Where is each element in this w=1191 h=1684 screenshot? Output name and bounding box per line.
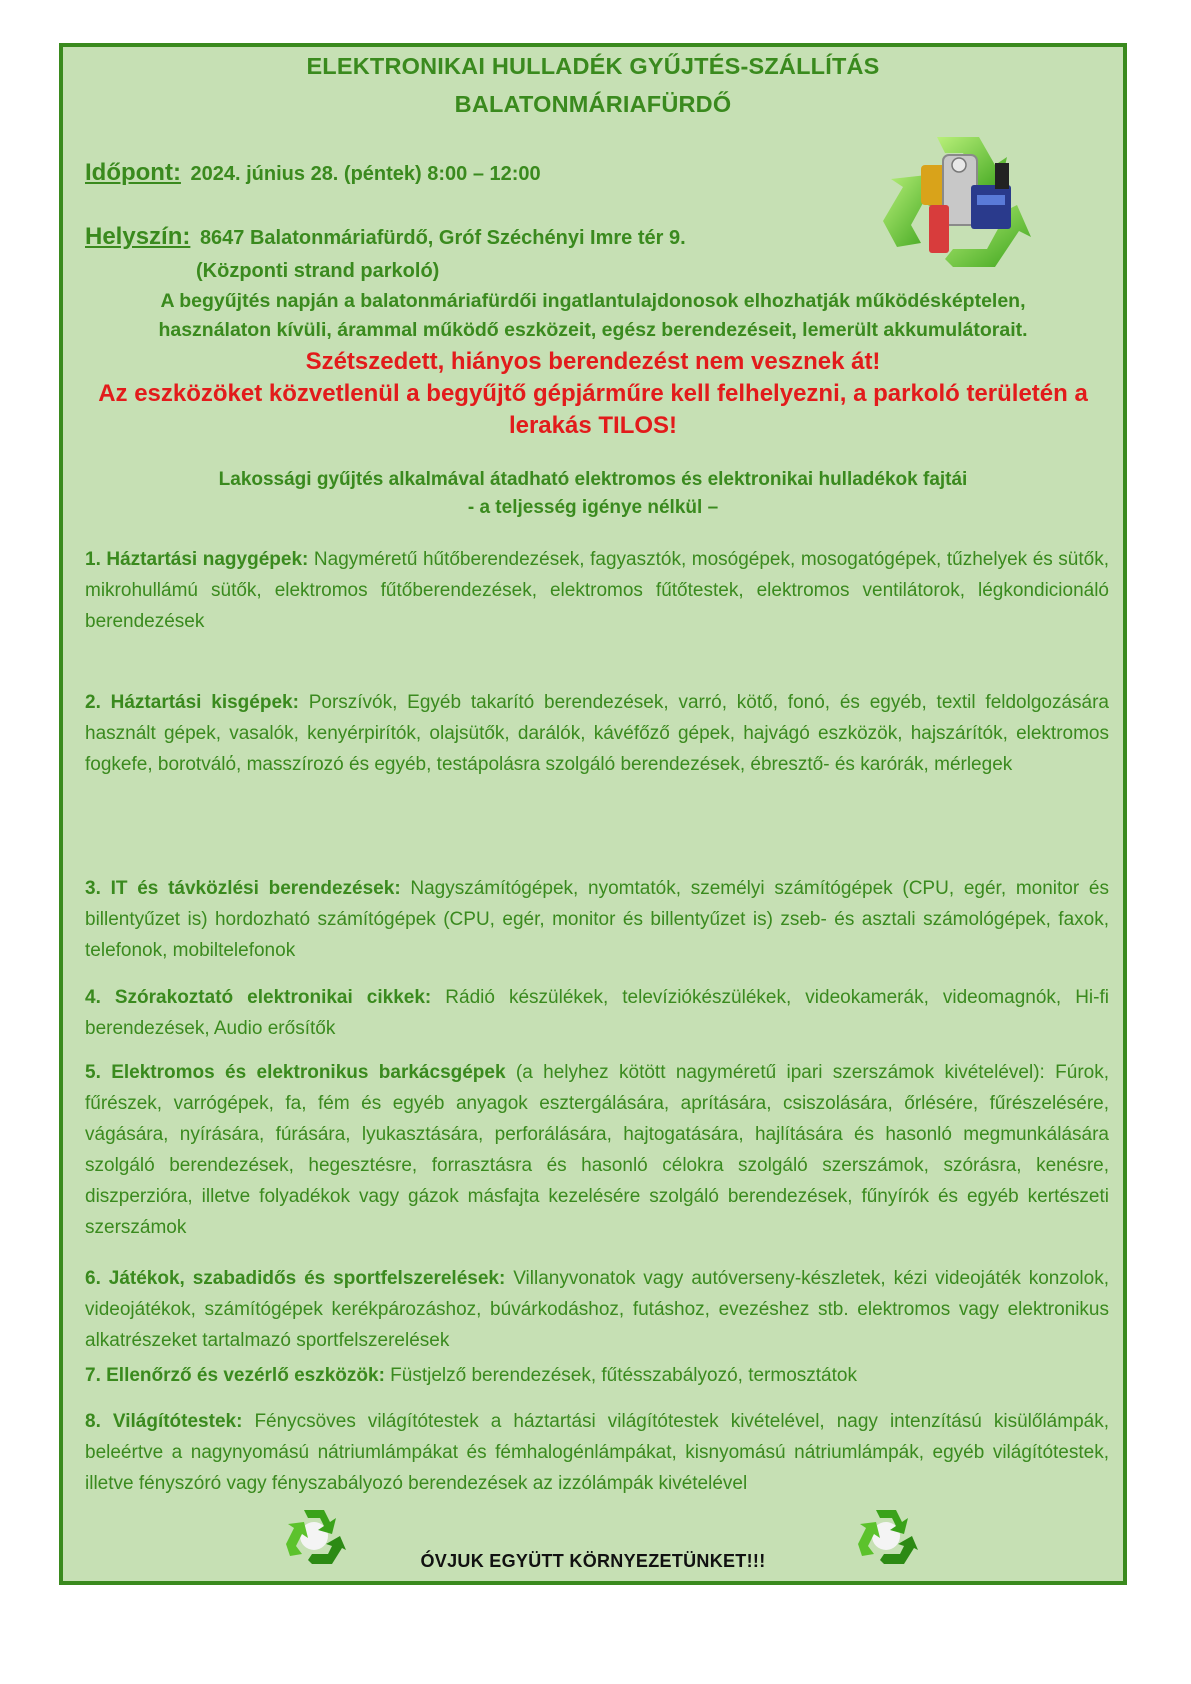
time-label: Időpont: bbox=[85, 159, 181, 186]
category-name: 6. Játékok, szabadidős és sportfelszerelések: bbox=[85, 1268, 506, 1289]
category-name: 7. Ellenőrző és vezérlő eszközök: bbox=[85, 1365, 385, 1386]
category-name: 1. Háztartási nagygépek: bbox=[85, 549, 309, 570]
category-4 bbox=[85, 982, 1109, 1044]
category-name: 5. Elektromos és elektronikus barkácsgépek bbox=[85, 1062, 506, 1083]
category-desc: Nagyméretű hűtőberendezések, fagyasztók, mosógépek, mosogatógépek, tűzhelyek és sütők, mikrohullámú sütők, elektromos fűtőberendezések, elektromos fűtőtestek, elektromos ventilátorok, légkondicionáló berendezések bbox=[85, 549, 1109, 632]
title-line-2: BALATONMÁRIAFÜRDŐ bbox=[454, 91, 732, 117]
place-value: 8647 Balatonmáriafürdő, Gróf Széchényi Imre tér 9. bbox=[199, 227, 686, 249]
recycle-electronics-icon bbox=[875, 135, 1035, 271]
list-heading-2: - a teljesség igénye nélkül – bbox=[467, 497, 719, 518]
intro-line-1: A begyűjtés napján a balatonmáriafürdői ingatlantulajdonosok elhozhatják működésképtelen, bbox=[160, 290, 1026, 312]
category-name: 2. Háztartási kisgépek: bbox=[85, 692, 299, 713]
category-name: 8. Világítótestek: bbox=[85, 1411, 243, 1432]
category-desc: Villanyvonatok vagy autóverseny-készletek, kézi videojáték konzolok, videojátékok, számítógépek kerékpározáshoz, búvárkodáshoz, futáshoz, evezéshez stb. elektromos vagy elektronikus alkatrészeket tartalmazó sportfelszerelések bbox=[85, 1268, 1109, 1351]
category-desc: (a helyhez kötött nagyméretű ipari szerszámok kivételével): Fúrok, fűrészek, varrógépek, fa, fém és egyéb anyagok esztergálására, aprítására, csiszolására, őrlésére, fűrészelésére, vágására, nyírására, fúrására, lyukasztására, perforálására, hajtogatására, hajlítására és hasonló megmunkálására szolgáló berendezések, hegesztésre, forrasztásra és hasonló célokra szolgáló szerszámok, szórásra, kenésre, diszperzióra, illetve folyadékok vagy gázok másfajta kezelésére szolgáló berendezések, fűnyírók és egyéb kertészeti szerszámok bbox=[85, 1062, 1109, 1238]
place-detail: (Központi strand parkoló) bbox=[196, 260, 440, 282]
category-2 bbox=[85, 687, 1109, 780]
place-row bbox=[85, 223, 686, 251]
category-desc: Nagyszámítógépek, nyomtatók, személyi számítógépek (CPU, egér, monitor és billentyűzet is) hordozható számítógépek (CPU, egér, monitor és billentyűzet is) zseb- és asztali számológépek, faxok, telefonok, mobiltelefonok bbox=[85, 878, 1109, 961]
warning-line-2: Az eszközöket közvetlenül a begyűjtő gépjárműre kell felhelyezni, a parkoló területén a bbox=[98, 380, 1088, 407]
intro-line-2: használaton kívüli, árammal működő eszközeit, egész berendezéseit, lemerült akkumulátorait. bbox=[158, 319, 1028, 341]
category-6 bbox=[85, 1263, 1109, 1356]
category-1 bbox=[85, 544, 1109, 637]
warning-line-1: Szétszedett, hiányos berendezést nem vesznek át! bbox=[305, 348, 881, 375]
time-row bbox=[85, 159, 541, 187]
category-name: 4. Szórakoztató elektronikai cikkek: bbox=[85, 987, 432, 1008]
category-desc: Füstjelző berendezések, fűtésszabályozó, termosztátok bbox=[384, 1365, 857, 1386]
place-label: Helyszín: bbox=[85, 223, 191, 250]
category-desc: Rádió készülékek, televíziókészülékek, videokamerák, videomagnók, Hi-fi berendezések, Audio erősítők bbox=[85, 987, 1109, 1039]
footer-slogan: ÓVJUK EGYÜTT KÖRNYEZETÜNKET!!! bbox=[420, 1551, 766, 1571]
list-heading-1: Lakossági gyűjtés alkalmával átadható elektromos és elektronikai hulladékok fajtái bbox=[218, 469, 968, 490]
category-desc: Porszívók, Egyéb takarító berendezések, varró, kötő, fonó, és egyéb, textil feldolgozására használt gépek, vasalók, kenyérpirítók, olajsütők, darálók, kávéfőző gépek, hajvágó eszközök, hajszárítók, elektromos fogkefe, borotválό, masszírozó és egyéb, testápolásra szolgáló berendezések, ébresztő- és karórák, mérlegek bbox=[85, 692, 1109, 775]
category-8 bbox=[85, 1406, 1109, 1499]
title-line-1: ELEKTRONIKAI HULLADÉK GYŰJTÉS-SZÁLLÍTÁS bbox=[306, 53, 880, 79]
category-name: 3. IT és távközlési berendezések: bbox=[85, 878, 401, 899]
category-desc: Fénycsöves világítótestek a háztartási világítótestek kivételével, nagy intenzítású kisülőlámpák, beleértve a nagynyomású nátriumlámpákat és fémhalogénlámpákat, kisnyomású nátriumlámpák, egyéb világítótestek, illetve fényszóró vagy fényszabályozó berendezések az izzólámpák kivételével bbox=[85, 1411, 1109, 1494]
category-3 bbox=[85, 873, 1109, 966]
poster-frame bbox=[59, 43, 1127, 1585]
time-value: 2024. június 28. (péntek) 8:00 – 12:00 bbox=[190, 163, 541, 185]
warning-line-3: lerakás TILOS! bbox=[508, 412, 678, 439]
category-5 bbox=[85, 1057, 1109, 1243]
category-7 bbox=[85, 1360, 1109, 1391]
